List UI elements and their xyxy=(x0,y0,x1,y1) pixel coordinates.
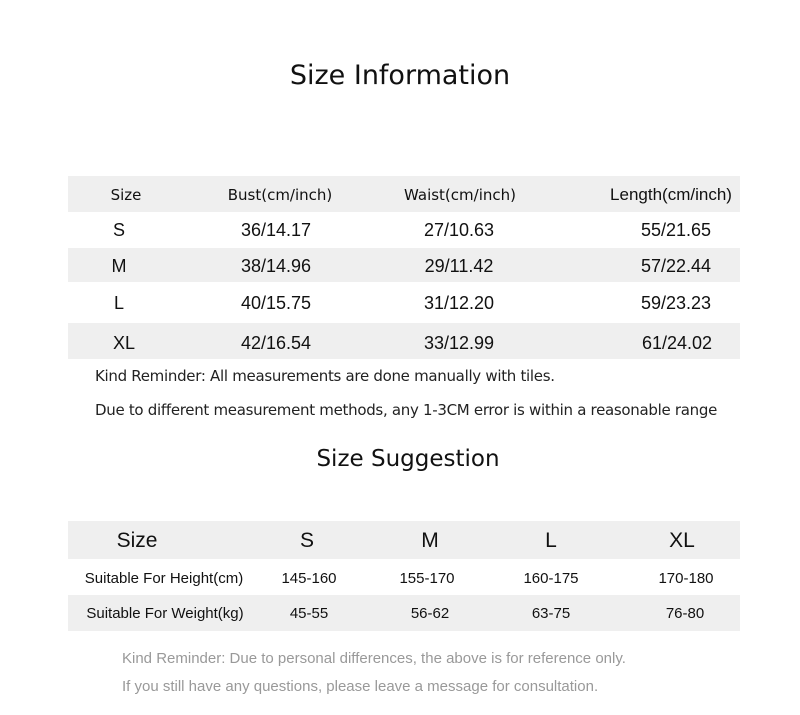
bust-cell: 42/16.54 xyxy=(240,333,312,353)
weight-m-cell: 56-62 xyxy=(410,605,450,622)
info-row-band xyxy=(68,248,740,282)
waist-cell: 31/12.20 xyxy=(423,293,495,313)
height-xl-cell: 170-180 xyxy=(658,570,714,587)
info-header-length: Length(cm/inch) xyxy=(610,185,732,204)
length-cell: 61/24.02 xyxy=(641,333,713,353)
size-cell: S xyxy=(112,220,126,240)
info-header-bust: Bust(cm/inch) xyxy=(227,186,333,204)
measurement-error-note: Due to different measurement methods, any 1-3CM error is within a reasonable range xyxy=(95,401,718,419)
weight-label: Suitable For Weight(kg) xyxy=(86,605,244,622)
consultation-note: If you still have any questions, please leave a message for consultation. xyxy=(122,678,599,695)
bust-cell: 38/14.96 xyxy=(240,256,312,276)
size-information-title: Size Information xyxy=(289,60,511,91)
weight-l-cell: 63-75 xyxy=(531,605,571,622)
sugg-header-l: L xyxy=(545,529,557,552)
height-label: Suitable For Height(cm) xyxy=(84,570,244,587)
length-cell: 59/23.23 xyxy=(640,293,712,313)
height-l-cell: 160-175 xyxy=(523,570,579,587)
info-header-size: Size xyxy=(110,186,142,204)
info-header-waist: Waist(cm/inch) xyxy=(404,186,516,204)
sugg-header-s: S xyxy=(299,529,315,552)
waist-cell: 27/10.63 xyxy=(423,220,495,240)
waist-cell: 29/11.42 xyxy=(424,256,494,276)
waist-cell: 33/12.99 xyxy=(423,333,495,353)
size-cell: L xyxy=(113,293,125,313)
weight-s-cell: 45-55 xyxy=(289,605,329,622)
weight-xl-cell: 76-80 xyxy=(665,605,705,622)
size-cell: M xyxy=(111,256,127,276)
size-suggestion-title: Size Suggestion xyxy=(316,446,500,472)
length-cell: 57/22.44 xyxy=(640,256,712,276)
personal-difference-reminder: Kind Reminder: Due to personal differences, the above is for reference only. xyxy=(122,650,626,667)
length-cell: 55/21.65 xyxy=(640,220,712,240)
bust-cell: 36/14.17 xyxy=(240,220,312,240)
sugg-header-size: Size xyxy=(116,529,158,552)
height-m-cell: 155-170 xyxy=(399,570,455,587)
sugg-header-xl: XL xyxy=(669,529,695,552)
size-cell: XL xyxy=(112,333,136,353)
sugg-header-m: M xyxy=(421,529,439,552)
info-row-band xyxy=(68,323,740,359)
measurement-reminder: Kind Reminder: All measurements are done manually with tiles. xyxy=(95,367,555,385)
suggestion-header-band xyxy=(68,521,740,559)
bust-cell: 40/15.75 xyxy=(240,293,312,313)
height-s-cell: 145-160 xyxy=(281,570,337,587)
